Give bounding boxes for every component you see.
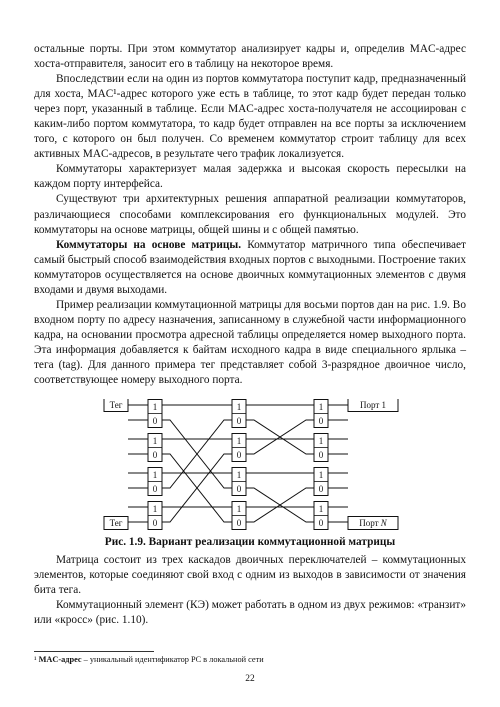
bit-zero-label: 0	[152, 416, 158, 426]
connection-wire	[246, 420, 314, 454]
page-number: 22	[245, 674, 255, 684]
bit-zero-label: 0	[318, 416, 324, 426]
bit-zero-label: 0	[236, 484, 242, 494]
diagram-elements	[148, 400, 328, 530]
bit-one-label: 1	[318, 470, 324, 480]
bit-one-label: 1	[152, 436, 158, 446]
paragraph: Коммутационный элемент (КЭ) может работать в одном из двух режимов: «транзит» или «кросс» (рис. 1.10).	[34, 599, 466, 627]
bit-zero-label: 0	[236, 450, 242, 460]
port-1-label: Порт 1	[359, 400, 387, 410]
port-n-prefix: Порт	[359, 518, 381, 528]
connection-wire	[246, 488, 314, 522]
paragraph: Впоследствии если на один из портов коммутатора поступит кадр, предназначенный для хоста, MAC¹-адрес которого уже есть в таблице, то этот кадр будет передан только через порт, указанный в таблице. Если MAC-адрес хоста-получателя не ассоциирован с каким-либо портом коммутатора, то кадр будет отправлен на все порты за исключением того, с которого он был получен. Со временем коммутатор строит таблицу для всех активных MAC-адресов, в результате чего трафик локализуется.	[34, 73, 466, 161]
bit-one-label: 1	[318, 504, 324, 514]
paragraph: остальные порты. При этом коммутатор анализирует кадры и, определив MAC-адрес хоста-отправителя, заносит его в таблицу на некоторое время.	[34, 43, 466, 71]
bit-one-label: 1	[152, 504, 158, 514]
bit-one-label: 1	[236, 436, 242, 446]
body-text	[34, 42, 466, 388]
bit-zero-label: 0	[318, 518, 324, 528]
paragraph-heading: Коммутаторы на основе матрицы.	[56, 238, 242, 251]
connection-wire	[162, 454, 232, 522]
tag-label-bottom: Тег	[109, 518, 123, 528]
bit-one-label: 1	[318, 402, 324, 412]
switch-matrix-diagram	[96, 399, 406, 533]
port-n-var: N	[380, 518, 387, 528]
bit-zero-label: 0	[318, 450, 324, 460]
bit-one-label: 1	[318, 436, 324, 446]
body-text-continued	[34, 553, 466, 628]
bit-zero-label: 0	[318, 484, 324, 494]
port-n-label	[359, 518, 388, 528]
footnote-term: MAC-адрес	[38, 655, 82, 664]
bit-zero-label: 0	[236, 416, 242, 426]
paragraph-text: Коммутатор матричного типа обеспечивает самый быстрый способ взаимодействия входных портов с выходными. Построение таких коммутаторов осуществляется на основе двоичных коммутационных элементов с двумя входами и двумя выходами.	[34, 238, 466, 296]
bit-one-label: 1	[236, 470, 242, 480]
bit-one-label: 1	[152, 470, 158, 480]
paragraph	[34, 238, 466, 298]
figure-caption: Рис. 1.9. Вариант реализации коммутационной матрицы	[104, 536, 396, 548]
connection-wire	[162, 420, 232, 488]
tag-label-top: Тег	[109, 400, 123, 410]
footnote-text: – уникальный идентификатор PC в локальной сети	[81, 655, 264, 664]
footnote-mark: ¹	[34, 655, 37, 664]
footnote	[34, 655, 264, 664]
paragraph: Коммутаторы характеризует малая задержка и высокая скорость пересылки на каждом порту интерфейса.	[34, 163, 466, 191]
bit-zero-label: 0	[152, 484, 158, 494]
paragraph: Пример реализации коммутационной матрицы для восьми портов дан на рис. 1.9. Во входном порту по адресу назначения, записанному в служебной части информационного кадра, на основании просмотра адресной таблицы определяется номер выходного порта. Эта информация добавляется к байтам исходного кадра в виде специального ярлыка – тега (tag). Для данного примера тег представляет собой 3-разрядное двоичное число, соответствующее номеру выходного порта.	[34, 298, 466, 387]
bit-zero-label: 0	[152, 450, 158, 460]
paragraph: Матрица состоит из трех каскадов двоичных переключателей – коммутационных элементов, которые соединяют свой вход с одним из выходов в зависимости от значения бита тега.	[34, 554, 466, 597]
bit-one-label: 1	[236, 402, 242, 412]
bit-zero-label: 0	[236, 518, 242, 528]
bit-zero-label: 0	[152, 518, 158, 528]
bit-one-label: 1	[236, 504, 242, 514]
bit-one-label: 1	[152, 402, 158, 412]
paragraph: Существуют три архитектурных решения аппаратной реализации коммутаторов, различающиеся способами комплексирования его функциональных модулей. Это коммутаторы на основе матрицы, общей шины и с общей памятью.	[34, 193, 466, 236]
footnote-divider	[34, 651, 154, 652]
